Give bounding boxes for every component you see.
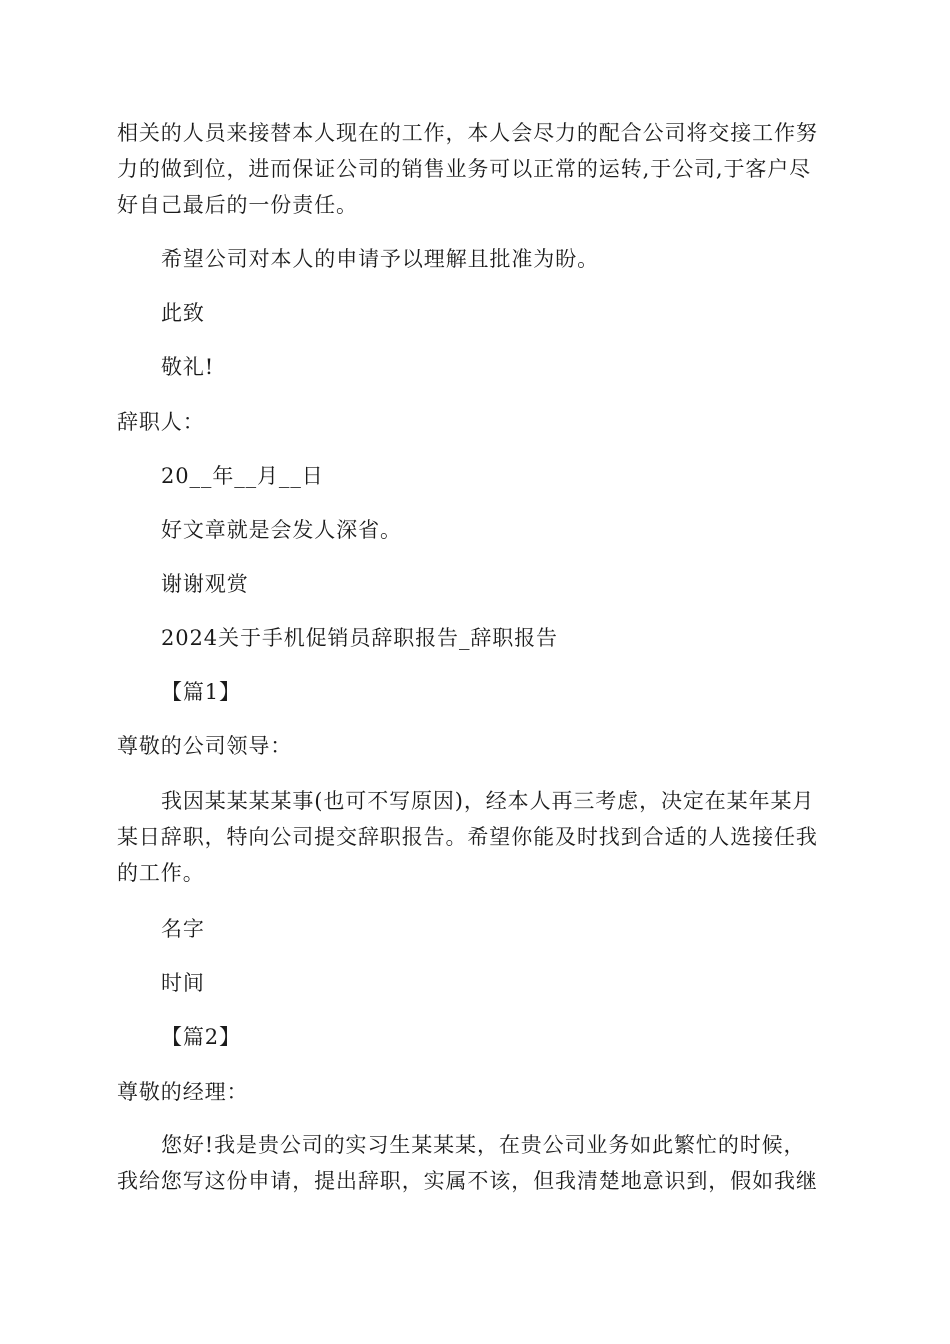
letter-salutation: 尊敬的公司领导： [117,734,293,758]
paragraph-line: 的工作。 [117,861,205,885]
paragraph-line: 我给您写这份申请，提出辞职，实属不该，但我清楚地意识到，假如我继 [117,1169,818,1193]
paragraph-line: 某日辞职，特向公司提交辞职报告。希望你能及时找到合适的人选接任我 [117,825,818,849]
paragraph-line: 力的做到位，进而保证公司的销售业务可以正常的运转,于公司,于客户尽 [117,157,812,181]
paragraph-line: 您好!我是贵公司的实习生某某某，在贵公司业务如此繁忙的时候， [161,1133,806,1157]
paragraph-line: 好自己最后的一份责任。 [117,193,358,217]
paragraph-line: 谢谢观赏 [161,572,249,596]
paragraph-line: 好文章就是会发人深省。 [161,518,402,542]
time-line: 时间 [161,971,205,995]
section-heading: 【篇1】 [161,680,241,704]
section-title: 2024关于手机促销员辞职报告_辞职报告 [161,626,558,650]
salutation-line: 此致 [161,301,205,325]
paragraph-line: 相关的人员来接替本人现在的工作，本人会尽力的配合公司将交接工作努 [117,121,818,145]
signature-label: 辞职人： [117,410,205,434]
paragraph-line: 希望公司对本人的申请予以理解且批准为盼。 [161,247,599,271]
letter-salutation: 尊敬的经理： [117,1080,249,1104]
paragraph-line: 我因某某某某事(也可不写原因)，经本人再三考虑，决定在某年某月 [161,789,815,813]
section-heading: 【篇2】 [161,1025,241,1049]
salutation-line: 敬礼! [161,355,215,379]
name-line: 名字 [161,917,205,941]
date-line: 20__年__月__日 [161,464,324,488]
